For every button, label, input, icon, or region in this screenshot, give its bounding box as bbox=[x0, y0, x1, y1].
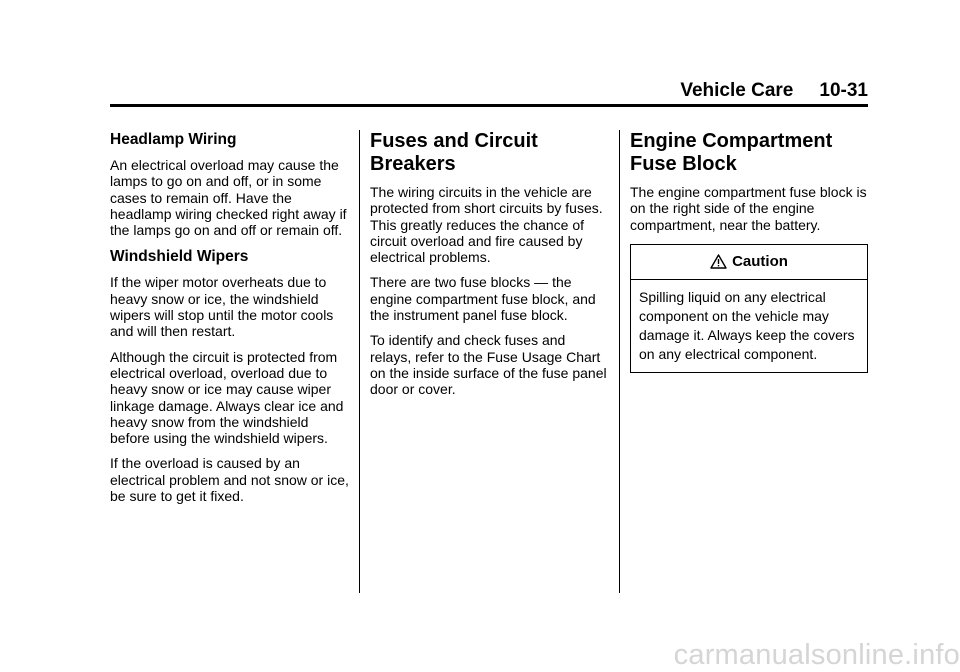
wipers-paragraph-1: If the wiper motor overheats due to heavy snow or ice, the windshield wipers will stop until the motor cools and will then restart. bbox=[110, 274, 334, 340]
fuses-heading: Fuses and Circuit Breakers bbox=[370, 130, 538, 175]
caution-text: Spilling liquid on any electrical component on the vehicle may damage it. Always keep the covers on any electrical component. bbox=[639, 288, 855, 362]
headlamp-wiring-heading: Headlamp Wiring bbox=[110, 131, 237, 148]
wipers-paragraph-3: If the overload is caused by an electrical problem and not snow or ice, be sure to get it fixed. bbox=[110, 455, 349, 505]
caution-label: Caution bbox=[732, 253, 788, 271]
header-page-number: 10-31 bbox=[819, 80, 868, 101]
column-divider bbox=[619, 130, 620, 593]
column-right bbox=[630, 130, 868, 373]
watermark: carmanualsonline.info bbox=[673, 639, 960, 671]
column-left bbox=[110, 130, 350, 513]
caution-header bbox=[631, 245, 867, 280]
engine-fuse-block-heading: Engine Compartment Fuse Block bbox=[630, 130, 833, 175]
caution-body bbox=[631, 280, 867, 372]
fuses-paragraph-2: There are two fuse blocks — the engine compartment fuse block, and the instrument panel fuse block. bbox=[370, 274, 596, 324]
header-rule bbox=[110, 104, 868, 107]
warning-triangle-icon bbox=[710, 254, 727, 269]
fuses-paragraph-3: To identify and check fuses and relays, refer to the Fuse Usage Chart on the inside surface of the fuse panel door or cover. bbox=[370, 332, 607, 398]
header-section-title: Vehicle Care bbox=[680, 80, 794, 101]
page-header bbox=[110, 80, 868, 106]
headlamp-wiring-paragraph: An electrical overload may cause the lamps to go on and off, or in some cases to remain off. Have the headlamp wiring checked right away if the lamps go on and off or remain off. bbox=[110, 157, 347, 239]
fuses-paragraph-1: The wiring circuits in the vehicle are protected from short circuits by fuses. This greatly reduces the chance of circuit overload and fire caused by electrical problems. bbox=[370, 184, 603, 266]
wipers-paragraph-2: Although the circuit is protected from electrical overload, overload due to heavy snow or ice may cause wiper linkage damage. Always clear ice and heavy snow from the windshield before using the windshield wipers. bbox=[110, 348, 344, 447]
column-middle bbox=[370, 130, 610, 407]
caution-box bbox=[630, 244, 868, 373]
windshield-wipers-heading: Windshield Wipers bbox=[110, 248, 249, 266]
column-divider bbox=[359, 130, 360, 593]
engine-fuse-block-paragraph: The engine compartment fuse block is on the right side of the engine compartment, near the battery. bbox=[630, 184, 867, 233]
header-text bbox=[680, 80, 868, 102]
